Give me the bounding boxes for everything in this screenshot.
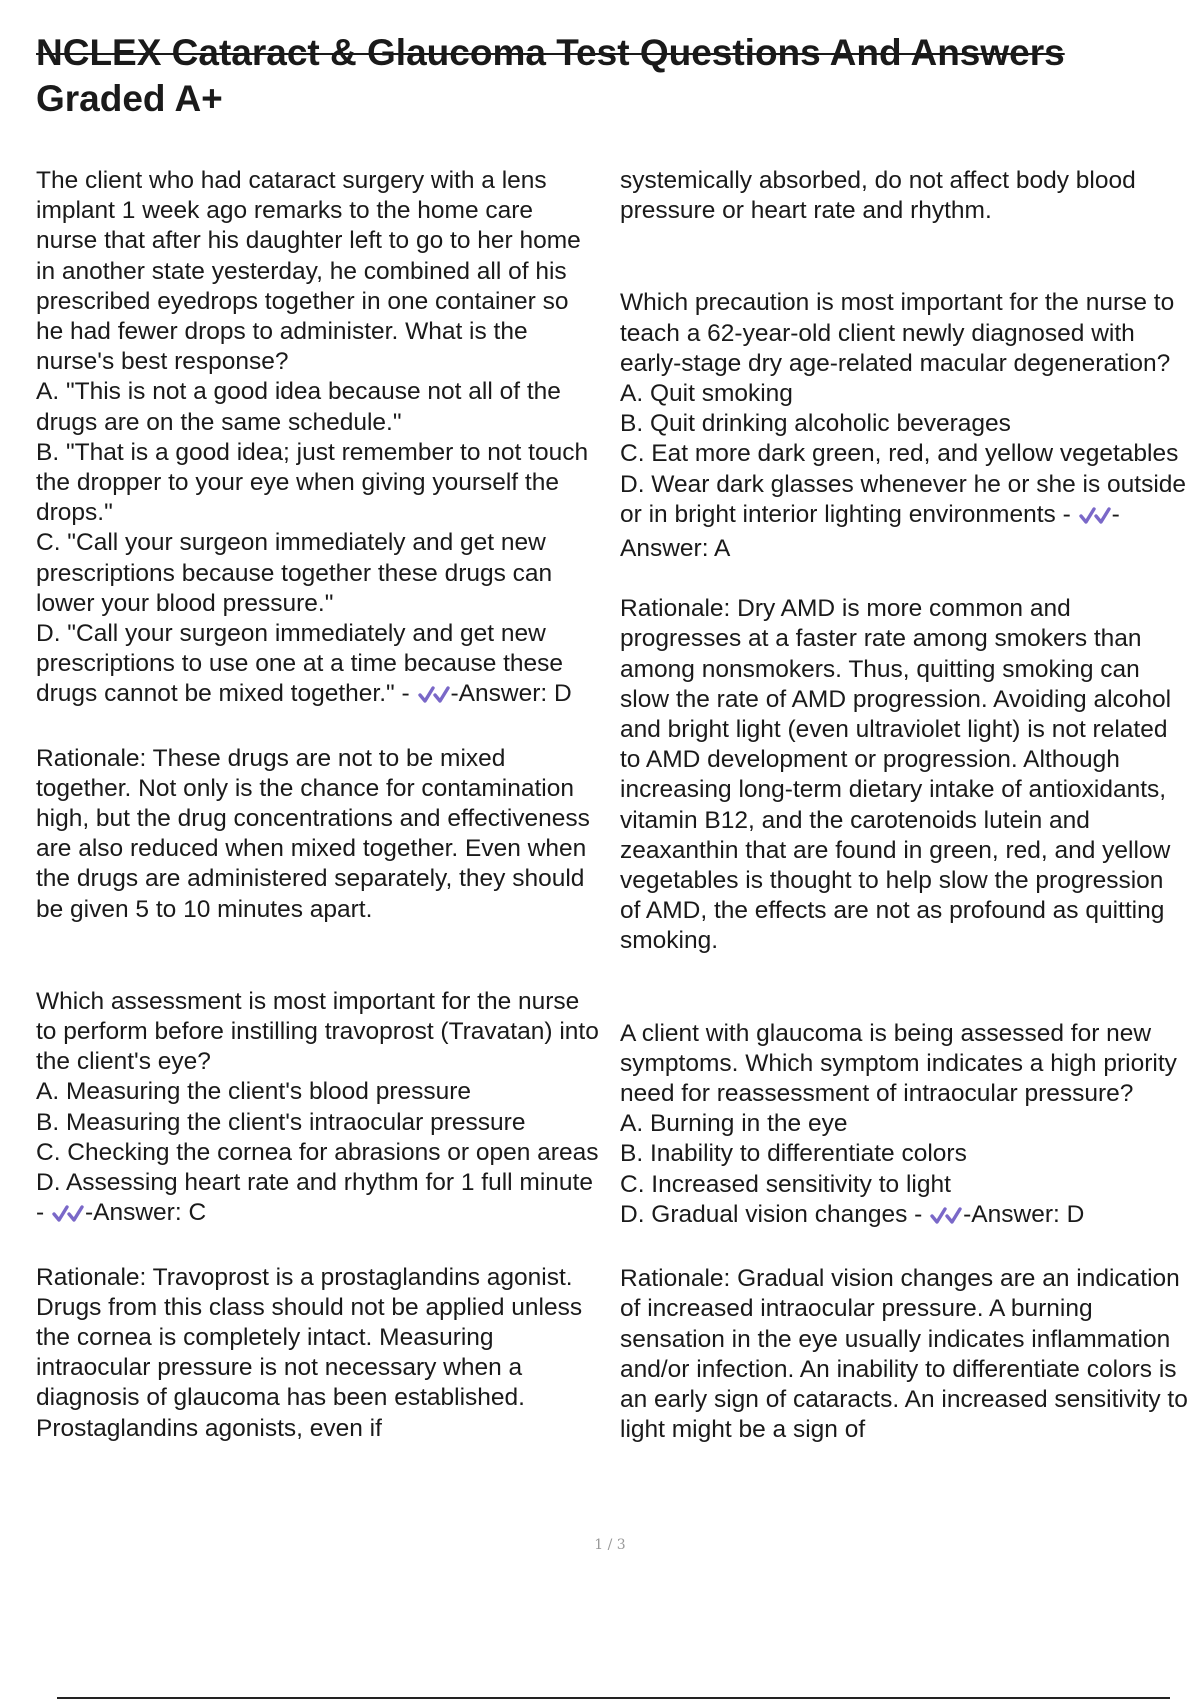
checkmark-icon <box>930 1204 962 1234</box>
option-b: B. Measuring the client's intraocular pressure <box>36 1108 526 1136</box>
question-1 <box>36 166 601 925</box>
question-stem: A client with glaucoma is being assessed for new symptoms. Which symptom indicates a high priority need for reassessment of intraocular pressure? <box>620 1019 1177 1108</box>
option-c: C. Increased sensitivity to light <box>620 1170 951 1198</box>
option-b: B. "That is a good idea; just remember to not touch the dropper to your eye when giving yourself the drops." <box>36 438 589 527</box>
option-c: C. Checking the cornea for abrasions or open areas <box>36 1138 599 1166</box>
question-stem: Which precaution is most important for the nurse to teach a 62-year-old client newly diagnosed with early-stage dry age-related macular degeneration? <box>620 289 1175 377</box>
option-c: C. "Call your surgeon immediately and get new prescriptions because together these drugs can lower your blood pressure." <box>36 529 553 617</box>
option-a: A. "This is not a good idea because not all of the drugs are on the same schedule." <box>36 378 561 436</box>
question-4 <box>620 1019 1190 1446</box>
answer-label: -Answer: A <box>620 500 1120 563</box>
question-stem: Which assessment is most important for the nurse to perform before instilling travoprost (Travatan) into the client's eye? <box>36 987 599 1076</box>
rationale: Rationale: These drugs are not to be mixed together. Not only is the chance for contamination high, but the drug concentrations and effectiveness are also reduced when mixed together. Even when the drugs are administered separately, they should be given 5 to 10 minutes apart. <box>36 744 590 923</box>
question-2 <box>36 987 601 1444</box>
rationale: Rationale: Dry AMD is more common and progresses at a faster rate among smokers than among nonsmokers. Thus, quitting smoking can slow the rate of AMD progression. Avoiding alcohol and bright light (even ultraviolet light) is not related to AMD development or progression. Although increasing long-term dietary intake of antioxidants, vitamin B12, and the carotenoids lutein and zeaxanthin that are found in green, red, and yellow vegetables is thought to help slow the progression of AMD, the effects are not as profound as quitting smoking. <box>620 595 1172 955</box>
rationale: Rationale: Gradual vision changes are an indication of increased intraocular pressure. A burning sensation in the eye usually indicates inflammation and/or infection. An inability to differentiate colors is an early sign of cataracts. An increased sensitivity to light might be a sign of <box>620 1265 1188 1444</box>
option-c: C. Eat more dark green, red, and yellow vegetables <box>620 440 1179 468</box>
option-a: A. Quit smoking <box>620 380 793 408</box>
question-stem: The client who had cataract surgery with a lens implant 1 week ago remarks to the home care nurse that after his daughter left to go to her home in another state yesterday, he combined all of his prescribed eyedrops together in one container so he had fewer drops to administer. What is the nurse's best response? <box>36 167 581 376</box>
title-line-1: NCLEX Cataract & Glaucoma Test Questions And Answers <box>36 32 1065 73</box>
rationale-continued: systemically absorbed, do not affect body blood pressure or heart rate and rhythm. <box>620 167 1136 225</box>
checkmark-icon <box>52 1202 84 1232</box>
answer-label: -Answer: C <box>84 1199 207 1227</box>
option-b: B. Inability to differentiate colors <box>620 1140 967 1168</box>
option-d-with-answer <box>36 1168 601 1232</box>
page-number: 1 / 3 <box>594 1537 626 1553</box>
title-line-2: Graded A+ <box>36 78 223 119</box>
document-title <box>36 30 1176 122</box>
answer-label: -Answer: D <box>963 1200 1085 1228</box>
option-b: B. Quit drinking alcoholic beverages <box>620 410 1011 438</box>
option-a: A. Burning in the eye <box>620 1110 848 1138</box>
option-d: D. "Call your surgeon immediately and get new prescriptions to use one at a time because these drugs cannot be mixed together." - <box>36 620 564 708</box>
footer-divider <box>57 1697 1170 1699</box>
left-column <box>36 166 601 1444</box>
rationale: Rationale: Travoprost is a prostaglandins agonist. Drugs from this class should not be applied unless the cornea is completely intact. Measuring intraocular pressure is not necessary when a diagnosis of glaucoma has been established. Prostaglandins agonists, even if <box>36 1263 583 1442</box>
option-a: A. Measuring the client's blood pressure <box>36 1078 472 1106</box>
option-d: D. Assessing heart rate and rhythm for 1 full minute - <box>36 1169 593 1227</box>
answer-label: -Answer: D <box>450 680 572 708</box>
option-d-with-answer <box>620 470 1190 565</box>
option-d: D. Wear dark glasses whenever he or she is outside or in bright interior lighting environments - <box>620 470 1187 528</box>
question-3 <box>620 288 1190 956</box>
option-d-with-answer <box>620 1200 1190 1234</box>
option-d-with-answer <box>36 619 601 714</box>
right-column <box>620 166 1190 1445</box>
checkmark-icon <box>418 683 450 713</box>
checkmark-icon <box>1079 504 1111 534</box>
option-d: D. Gradual vision changes - <box>620 1200 923 1228</box>
